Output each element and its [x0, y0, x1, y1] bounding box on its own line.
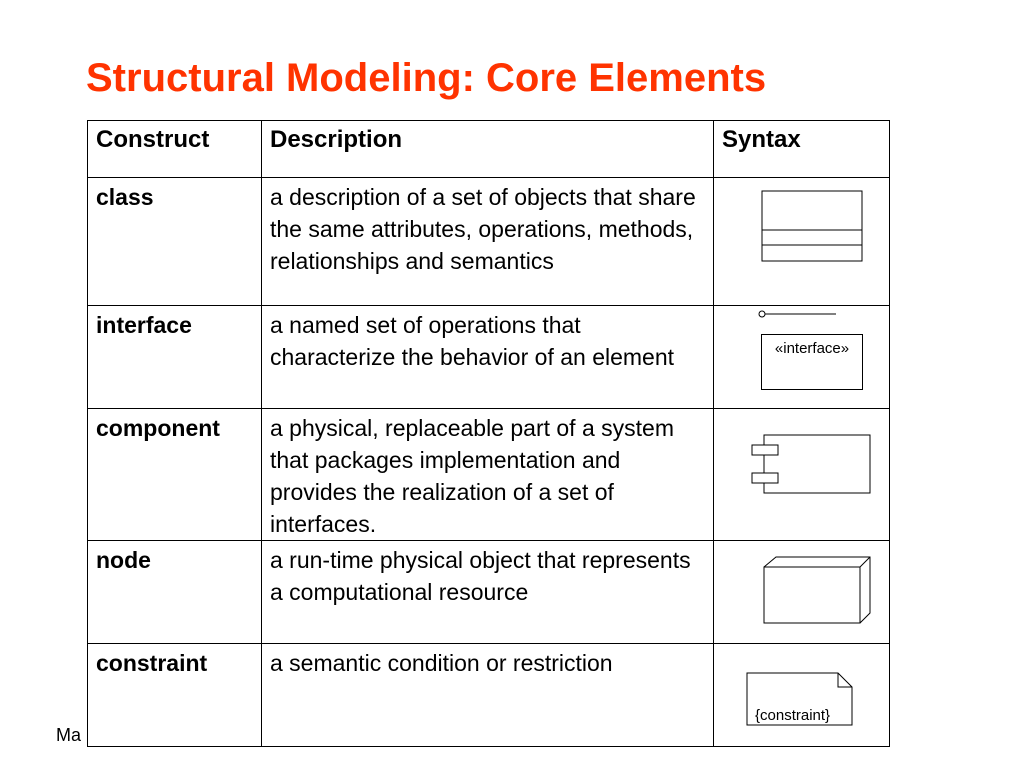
- construct-name: constraint: [96, 650, 208, 676]
- interface-lollipop-icon: [758, 310, 838, 320]
- table-row-interface: [88, 306, 890, 409]
- description-text: a semantic condition or restriction: [262, 644, 714, 747]
- footer-text: Ma: [56, 725, 82, 745]
- syntax-cell: [714, 306, 890, 409]
- description-text: a named set of operations that characterize the behavior of an element: [262, 306, 714, 409]
- description-text: a run-time physical object that represents a computational resource: [262, 541, 714, 644]
- interface-stereotype-label: «interface»: [774, 340, 850, 357]
- table-header-row: [88, 121, 890, 178]
- syntax-cell: [714, 178, 890, 306]
- header-syntax: Syntax: [714, 121, 890, 178]
- table-row-class: [88, 178, 890, 306]
- construct-name: node: [96, 547, 151, 573]
- class-icon: [761, 190, 865, 264]
- component-icon: [750, 433, 874, 497]
- syntax-cell: [714, 644, 890, 747]
- syntax-cell: [714, 409, 890, 541]
- slide-title: Structural Modeling: Core Elements: [86, 56, 767, 100]
- header-construct: Construct: [88, 121, 262, 178]
- interface-icon: [761, 334, 863, 390]
- core-elements-table: [87, 120, 890, 747]
- table-row-component: [88, 409, 890, 541]
- syntax-cell: [714, 541, 890, 644]
- header-description: Description: [262, 121, 714, 178]
- table-row-constraint: [88, 644, 890, 747]
- description-text: a description of a set of objects that share the same attributes, operations, methods, relationships and semantics: [262, 178, 714, 306]
- construct-name: class: [96, 184, 154, 210]
- node-icon: [762, 555, 874, 627]
- construct-name: interface: [96, 312, 192, 338]
- table-row-node: [88, 541, 890, 644]
- constraint-label: {constraint}: [755, 707, 831, 724]
- description-text: a physical, replaceable part of a system that packages implementation and provides the realization of a set of interfaces.: [262, 409, 714, 541]
- construct-name: component: [96, 415, 220, 441]
